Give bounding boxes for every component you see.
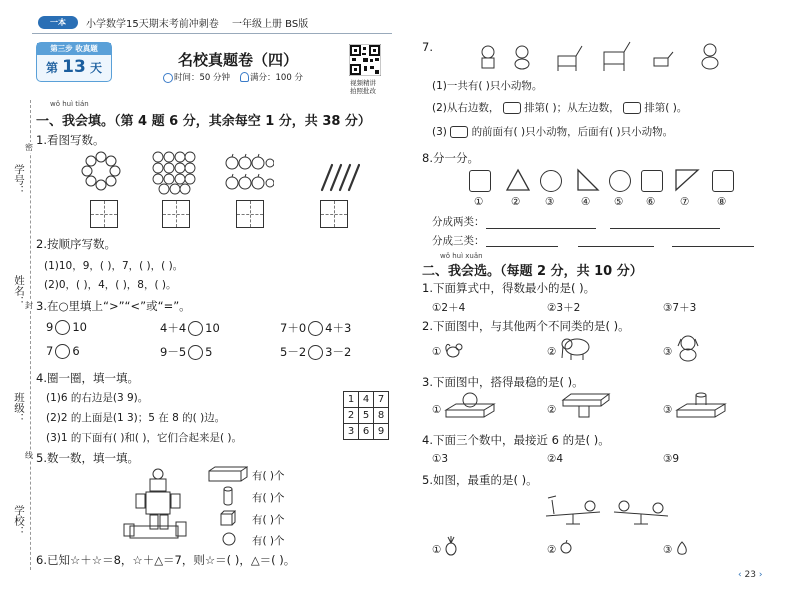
q5-count-3[interactable]: 有( )个	[252, 514, 285, 526]
margin-seal-feng: 封	[25, 301, 33, 310]
q3-row2c: 5－2 3－2	[280, 345, 352, 359]
edition-label: 一年级上册 BS版	[232, 19, 309, 30]
c1-option-1[interactable]: ①2＋4	[432, 302, 466, 314]
q4-line1[interactable]: (1)6 的右边是(3 9)。	[46, 392, 149, 404]
c2-prompt: 2.下面图中，与其他两个不同类的是( )。	[422, 319, 630, 333]
q3-row1c: 7＋0 4＋3	[280, 321, 352, 335]
q6-prompt[interactable]: 6.已知☆＋☆＝8，☆＋△＝7，则☆＝( )，△＝( )。	[36, 553, 296, 567]
balance-scales-picture	[540, 488, 674, 528]
compare-circle[interactable]	[188, 345, 203, 360]
answer-line[interactable]	[672, 246, 754, 247]
goat-icon	[503, 102, 521, 114]
c5-option-2[interactable]: ②	[547, 544, 557, 556]
squirrel-icon	[444, 340, 466, 360]
q8-num-5: ⑤	[614, 196, 624, 208]
q2-line1[interactable]: (1)10，9，( )，7，( )，( )。	[44, 260, 184, 272]
q8-num-3: ③	[545, 196, 555, 208]
c4-option-2[interactable]: ②4	[547, 453, 564, 465]
section2-title: 二、我会选。（每题 2 分，共 10 分）	[422, 264, 643, 279]
q3-row1b: 4＋4 10	[160, 321, 220, 335]
c5-option-1[interactable]: ①	[432, 544, 442, 556]
q2-line2[interactable]: (2)0，( )，4，( )，8，( )。	[44, 279, 177, 291]
elephant-icon	[559, 334, 593, 362]
score-info: 满分：100 分	[250, 73, 303, 83]
q8-two-classes: 分成两类：	[432, 216, 485, 228]
circle-shape	[609, 170, 631, 192]
square-button-shape	[469, 170, 491, 192]
animal-row-picture	[478, 38, 728, 72]
q7-line3[interactable]: (3) 的前面有( )只小动物，后面有( )只小动物。	[432, 126, 674, 138]
answer-line[interactable]	[610, 228, 720, 229]
series-title: 小学数学15天期末考前冲刺卷	[86, 19, 219, 30]
compare-circle[interactable]	[55, 344, 70, 359]
q1-prompt: 1.看图写数。	[36, 133, 105, 147]
ball-on-block-picture	[444, 390, 496, 420]
robot-picture	[120, 466, 190, 546]
c3-option-2[interactable]: ②	[547, 404, 557, 416]
q3-row2: 7 6	[46, 344, 80, 358]
q5-count-2[interactable]: 有( )个	[252, 492, 285, 504]
ball-shape	[222, 532, 236, 546]
q7-line2[interactable]: (2)从右边数， 排第( )；从左边数， 排第( )。	[432, 102, 688, 114]
qr-code-icon[interactable]	[349, 44, 381, 76]
section1-title: 一、我会填。（第 4 题 6 分，其余每空 1 分，共 38 分）	[36, 114, 371, 129]
day-badge	[36, 42, 112, 82]
margin-seal-xian: 线	[25, 451, 33, 460]
q7-label: 7.	[422, 40, 433, 54]
page-title: 名校真题卷（四）	[178, 51, 299, 69]
q2-prompt: 2.按顺序写数。	[36, 237, 116, 251]
cylinder-on-block-picture	[675, 390, 727, 420]
c5-prompt: 5.如图，最重的是( )。	[422, 473, 538, 487]
square-button-shape	[712, 170, 734, 192]
c1-option-3[interactable]: ③7＋3	[663, 302, 697, 314]
brand-logo: 一本	[38, 16, 78, 29]
stage-tag: 第三步 收真题	[37, 43, 111, 55]
apple-icon	[559, 540, 573, 554]
day-text: 第 13 天	[45, 57, 103, 77]
pineapple-icon	[444, 536, 458, 556]
pear-icon	[675, 540, 689, 556]
c1-option-2[interactable]: ②3＋2	[547, 302, 581, 314]
q1-pencils-picture	[318, 162, 360, 192]
q1-flowers-picture	[150, 150, 196, 196]
c3-option-3[interactable]: ③	[663, 404, 673, 416]
cylinder-shape	[222, 486, 234, 506]
number-grid: 1 4 7 2 5 8 3 6 9	[343, 391, 389, 440]
q8-num-6: ⑥	[646, 196, 656, 208]
margin-id: 学号：	[13, 164, 25, 196]
q3-prompt: 3.在○里填上“>”“<”或“=”。	[36, 299, 191, 313]
horse-icon	[450, 126, 468, 138]
q8-num-4: ④	[581, 196, 591, 208]
block-on-block-picture	[559, 390, 611, 420]
q1-circles-picture	[80, 150, 122, 192]
q7-line1[interactable]: (1)一共有( )只小动物。	[432, 80, 543, 92]
margin-school: 学校：	[13, 505, 25, 537]
q3-row1: 9 10	[46, 320, 87, 334]
c5-option-3[interactable]: ③	[663, 544, 673, 556]
c2-option-2[interactable]: ②	[547, 346, 557, 358]
right-triangle-shape	[576, 168, 600, 192]
prev-chevron-icon: ‹	[738, 570, 742, 580]
q5-count-1[interactable]: 有( )个	[252, 470, 285, 482]
q4-prompt: 4.圈一圈，填一填。	[36, 371, 139, 385]
c4-option-3[interactable]: ③9	[663, 453, 680, 465]
clock-icon	[163, 73, 173, 83]
compare-circle[interactable]	[55, 320, 70, 335]
time-info: 时间：50 分钟	[174, 73, 231, 83]
q8-num-8: ⑧	[717, 196, 727, 208]
right-triangle-button-shape	[674, 168, 700, 192]
compare-circle[interactable]	[188, 321, 203, 336]
compare-circle[interactable]	[308, 321, 323, 336]
qr-caption-2: 拍照批改	[350, 87, 376, 95]
header-rule	[32, 33, 392, 34]
compare-circle[interactable]	[308, 345, 323, 360]
dog-icon	[675, 334, 701, 362]
c2-option-3[interactable]: ③	[663, 346, 673, 358]
person-icon	[240, 72, 249, 82]
q8-prompt: 8.分一分。	[422, 151, 479, 165]
c3-prompt: 3.下面图中，搭得最稳的是( )。	[422, 375, 584, 389]
c3-option-1[interactable]: ①	[432, 404, 442, 416]
binding-line	[30, 100, 31, 570]
answer-box-3[interactable]	[236, 200, 264, 228]
square-shape	[641, 170, 663, 192]
cuboid-shape	[208, 466, 248, 482]
q5-count-4[interactable]: 有( )个	[252, 535, 285, 547]
answer-box-1[interactable]	[90, 200, 118, 228]
qr-caption-1: 视频精讲	[350, 79, 376, 87]
c2-option-1[interactable]: ①	[432, 346, 442, 358]
q8-three-classes: 分成三类：	[432, 235, 485, 247]
triangle-button-shape	[505, 168, 531, 192]
round-button-shape	[540, 170, 562, 192]
q8-num-1: ①	[474, 196, 484, 208]
margin-name: 姓名：	[13, 275, 25, 307]
next-chevron-icon: ›	[758, 570, 763, 580]
q5-prompt: 5.数一数，填一填。	[36, 451, 139, 465]
c4-prompt: 4.下面三个数中，最接近 6 的是( )。	[422, 433, 610, 447]
page-number: ‹ 23 ›	[738, 570, 763, 580]
answer-box-2[interactable]	[162, 200, 190, 228]
answer-line[interactable]	[578, 246, 654, 247]
section1-pinyin: wǒ huì tián	[50, 100, 89, 108]
answer-line[interactable]	[486, 228, 596, 229]
c1-prompt: 1.下面算式中，得数最小的是( )。	[422, 281, 596, 295]
margin-seal-mi: 密	[25, 143, 33, 152]
q8-num-2: ②	[511, 196, 521, 208]
q1-apples-picture	[224, 152, 274, 194]
q4-line2[interactable]: (2)2 的上面是(1 3)；5 在 8 的( )边。	[46, 412, 226, 424]
horse-icon	[623, 102, 641, 114]
answer-line[interactable]	[486, 246, 558, 247]
c4-option-1[interactable]: ①3	[432, 453, 449, 465]
q8-num-7: ⑦	[680, 196, 690, 208]
q4-line3[interactable]: (3)1 的下面有( )和( )，它们合起来是( )。	[46, 432, 242, 444]
cube-shape	[220, 510, 236, 526]
answer-box-4[interactable]	[320, 200, 348, 228]
q3-row2b: 9－5 5	[160, 345, 213, 359]
section2-pinyin: wǒ huì xuǎn	[440, 252, 483, 260]
margin-class: 班级：	[13, 392, 25, 424]
